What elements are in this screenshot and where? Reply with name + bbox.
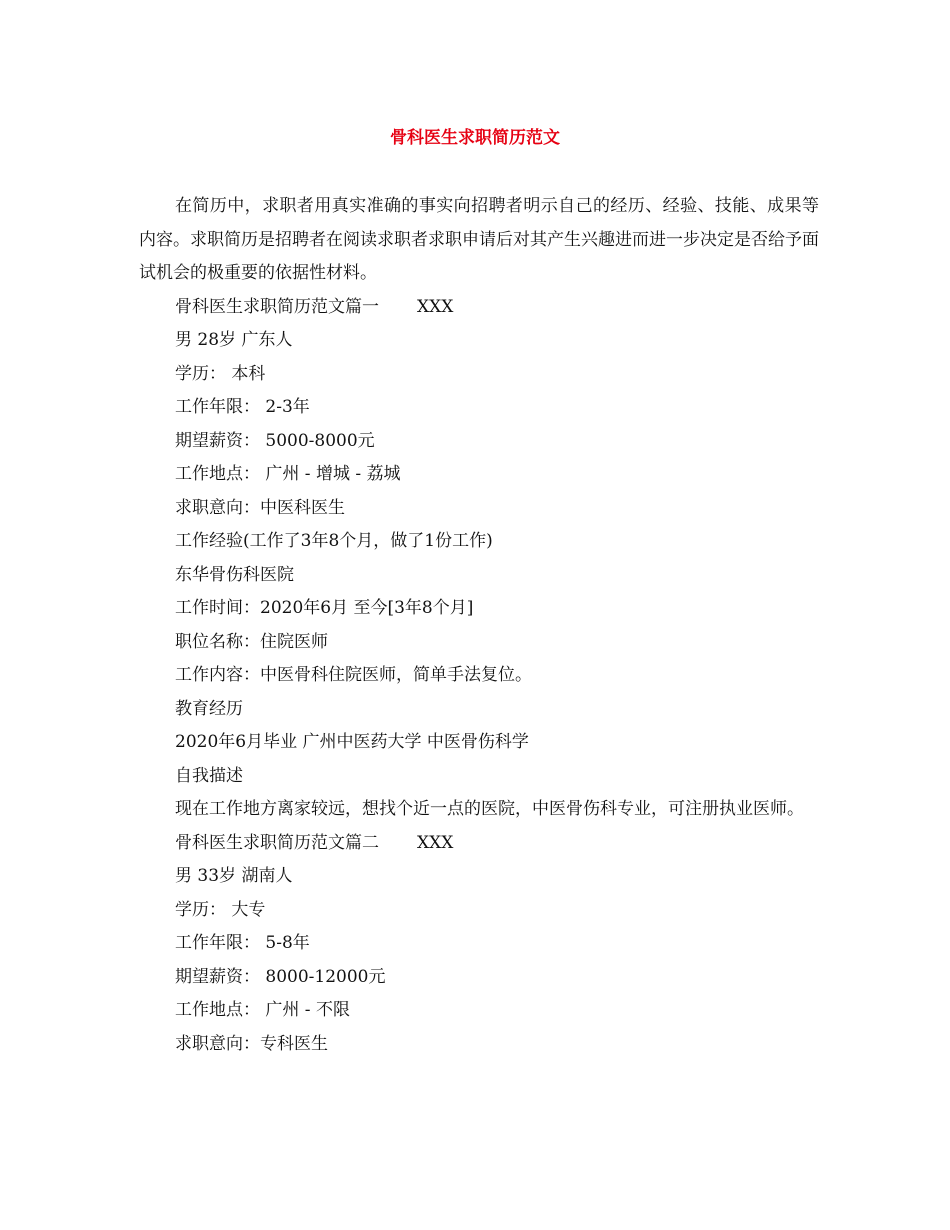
resume2-years: 工作年限： 5-8年 bbox=[175, 933, 310, 953]
resume1-name: XXX bbox=[417, 296, 454, 317]
resume2-heading-line bbox=[139, 827, 819, 861]
document-body bbox=[139, 190, 819, 1061]
resume1-intention: 求职意向：中医科医生 bbox=[175, 497, 345, 518]
resume1-location: 工作地点： 广州 - 增城 - 荔城 bbox=[175, 464, 401, 484]
resume2-basic: 男 33岁 湖南人 bbox=[175, 866, 293, 886]
intro-paragraph: 在简历中，求职者用真实准确的事实向招聘者明示自己的经历、经验、技能、成果等内容。求职简历是招聘者在阅读求职者求职申请后对其产生兴趣进而进一步决定是否给予面试机会的极重要的依据性材料。 bbox=[139, 196, 819, 283]
resume1-position: 职位名称：住院医师 bbox=[175, 631, 328, 652]
resume2-education: 学历： 大专 bbox=[175, 899, 266, 920]
resume1-basic: 男 28岁 广东人 bbox=[175, 330, 293, 350]
resume1-edu-title: 教育经历 bbox=[175, 698, 243, 719]
resume1-years: 工作年限： 2-3年 bbox=[175, 397, 310, 417]
resume2-heading: 骨科医生求职简历范文篇二 bbox=[175, 832, 379, 853]
resume1-education: 学历： 本科 bbox=[175, 363, 266, 384]
resume1-heading-line bbox=[139, 291, 819, 325]
resume1-work-time: 工作时间：2020年6月 至今[3年8个月] bbox=[175, 598, 474, 618]
resume1-salary: 期望薪资： 5000-8000元 bbox=[175, 430, 375, 451]
resume2-name: XXX bbox=[417, 832, 454, 853]
resume1-self-desc: 现在工作地方离家较远，想找个近一点的医院，中医骨伤科专业，可注册执业医师。 bbox=[175, 799, 804, 819]
resume1-self-title: 自我描述 bbox=[175, 765, 243, 786]
resume1-employer: 东华骨伤科医院 bbox=[175, 564, 294, 585]
resume1-heading: 骨科医生求职简历范文篇一 bbox=[175, 296, 379, 317]
resume2-salary: 期望薪资： 8000-12000元 bbox=[175, 966, 386, 987]
resume1-duties: 工作内容：中医骨科住院医师，简单手法复位。 bbox=[175, 665, 532, 685]
resume1-edu-detail: 2020年6月毕业 广州中医药大学 中医骨伤科学 bbox=[175, 732, 529, 752]
document-title: 骨科医生求职简历范文 bbox=[390, 128, 560, 148]
resume2-location: 工作地点： 广州 - 不限 bbox=[175, 1000, 350, 1020]
resume2-intention: 求职意向：专科医生 bbox=[175, 1033, 328, 1054]
resume1-experience-title: 工作经验(工作了3年8个月，做了1份工作) bbox=[175, 531, 493, 551]
